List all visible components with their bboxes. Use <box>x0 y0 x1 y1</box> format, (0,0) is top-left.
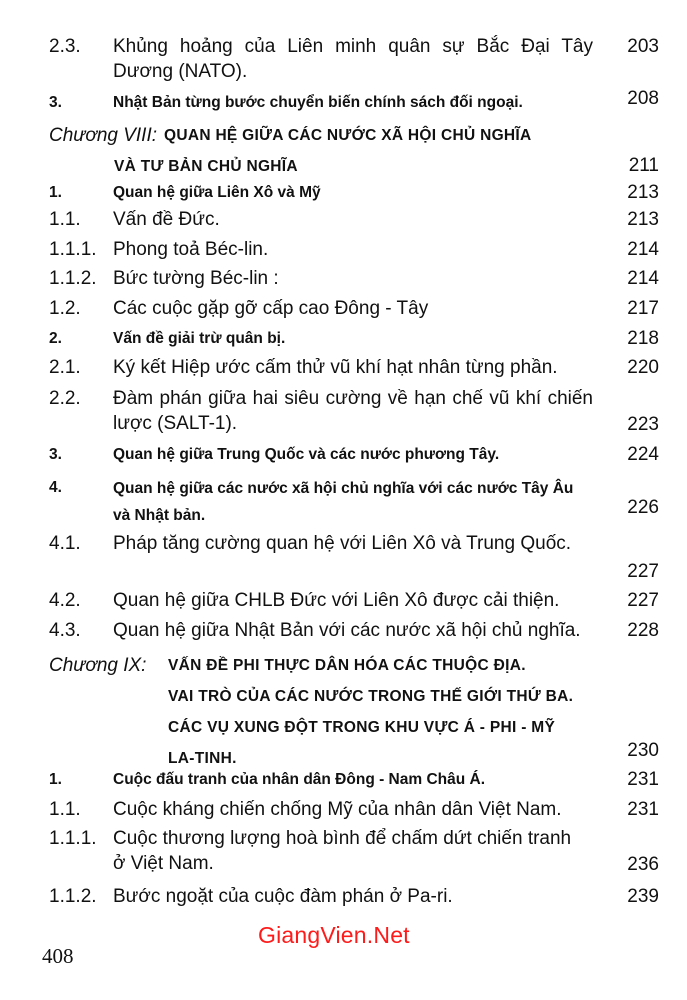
toc-page-number: 227 <box>627 561 659 582</box>
toc-title: Vấn đề giải trừ quân bị. <box>113 330 286 347</box>
toc-page-number: 214 <box>627 239 659 260</box>
toc-page-number: 208 <box>627 88 659 109</box>
toc-number: 4.2. <box>49 590 81 611</box>
chapter-title-line: VAI TRÒ CỦA CÁC NƯỚC TRONG THẾ GIỚI THỨ BA. <box>168 688 574 705</box>
toc-title: Nhật Bản từng bước chuyển biến chính sách đối ngoại. <box>113 94 523 111</box>
toc-title: Cuộc thương lượng hoà bình để chấm dứt chiến tranh ở Việt Nam. <box>113 828 572 874</box>
toc-number: 3. <box>49 446 62 463</box>
toc-page-number: 211 <box>628 155 659 176</box>
toc-number: 1. <box>49 771 62 788</box>
chapter-title-line: VÀ TƯ BẢN CHỦ NGHĨA <box>114 158 298 175</box>
toc-page-number: 214 <box>627 268 659 289</box>
toc-number: 1.1.2. <box>49 886 97 907</box>
toc-page-number: 228 <box>627 620 659 641</box>
toc-page-number: 226 <box>627 497 659 518</box>
toc-title: Bước ngoặt của cuộc đàm phán ở Pa-ri. <box>113 886 453 907</box>
chapter-title-line: CÁC VỤ XUNG ĐỘT TRONG KHU VỰC Á - PHI - MỸ <box>168 719 556 736</box>
toc-title: Đàm phán giữa hai siêu cường về hạn chế vũ khí chiến lược (SALT-1). <box>113 388 593 434</box>
chapter-title <box>168 650 598 774</box>
toc-number: 4. <box>49 479 62 496</box>
toc-page-number: 236 <box>627 854 659 875</box>
toc-title: Bức tường Béc-lin : <box>113 268 279 289</box>
toc-title: Quan hệ giữa Nhật Bản với các nước xã hội chủ nghĩa. <box>113 620 581 641</box>
toc-title: Ký kết Hiệp ước cấm thử vũ khí hạt nhân từng phần. <box>113 357 558 378</box>
toc-number: 1.1. <box>49 799 81 820</box>
toc-page-number: 213 <box>627 182 659 203</box>
chapter-title-line: QUAN HỆ GIỮA CÁC NƯỚC XÃ HỘI CHỦ NGHĨA <box>164 127 532 144</box>
toc-page-number: 218 <box>627 328 659 349</box>
toc-title: Quan hệ giữa Trung Quốc và các nước phương Tây. <box>113 446 500 463</box>
toc-number: 1.1.2. <box>49 268 97 289</box>
page-number: 408 <box>42 944 74 968</box>
toc-number: 1.1.1. <box>49 239 97 260</box>
watermark-text: GiangVien.Net <box>258 922 410 948</box>
toc-number: 2.1. <box>49 357 81 378</box>
chapter-title-line: LA-TINH. <box>168 750 237 767</box>
toc-number: 1.1.1. <box>49 828 97 849</box>
toc-page-number: 217 <box>627 298 659 319</box>
toc-number: 1.1. <box>49 209 81 230</box>
toc-page-number: 224 <box>627 444 659 465</box>
toc-page-number: 220 <box>627 357 659 378</box>
toc-number: 3. <box>49 94 62 111</box>
toc-page-number: 231 <box>627 799 659 820</box>
toc-number: 2.3. <box>49 36 81 57</box>
toc-title: Quan hệ giữa CHLB Đức với Liên Xô được cải thiện. <box>113 590 560 611</box>
toc-title: Cuộc kháng chiến chống Mỹ của nhân dân Việt Nam. <box>113 799 562 820</box>
toc-number: 2.2. <box>49 388 81 409</box>
toc-title: Quan hệ giữa các nước xã hội chủ nghĩa với các nước Tây Âu và Nhật bản. <box>113 480 574 524</box>
toc-title: Pháp tăng cường quan hệ với Liên Xô và Trung Quốc. <box>113 533 572 554</box>
toc-title: Vấn đề Đức. <box>113 209 220 230</box>
toc-page-number: 230 <box>627 740 659 761</box>
toc-title: Các cuộc gặp gỡ cấp cao Đông - Tây <box>113 298 429 319</box>
toc-page-number: 239 <box>627 886 659 907</box>
chapter-label: Chương VIII: <box>49 125 158 146</box>
toc-page-number: 213 <box>627 209 659 230</box>
toc-title: Phong toả Béc-lin. <box>113 239 269 260</box>
toc-page-number: 227 <box>627 590 659 611</box>
chapter-title-line: VẤN ĐỀ PHI THỰC DÂN HÓA CÁC THUỘC ĐỊA. <box>168 657 526 674</box>
toc-number: 2. <box>49 330 62 347</box>
toc-number: 1.2. <box>49 298 81 319</box>
toc-title: Cuộc đấu tranh của nhân dân Đông - Nam Châu Á. <box>113 771 486 788</box>
chapter-label: Chương IX: <box>49 655 147 676</box>
toc-page-number: 203 <box>627 36 659 57</box>
chapter-title <box>114 120 594 182</box>
toc-title: Khủng hoảng của Liên minh quân sự Bắc Đại Tây Dương (NATO). <box>113 36 593 82</box>
toc-number: 4.3. <box>49 620 81 641</box>
toc-title: Quan hệ giữa Liên Xô và Mỹ <box>113 184 321 201</box>
toc-page-number: 223 <box>627 414 659 435</box>
toc-number: 1. <box>49 184 62 201</box>
toc-page-number: 231 <box>627 769 659 790</box>
toc-number: 4.1. <box>49 533 81 554</box>
